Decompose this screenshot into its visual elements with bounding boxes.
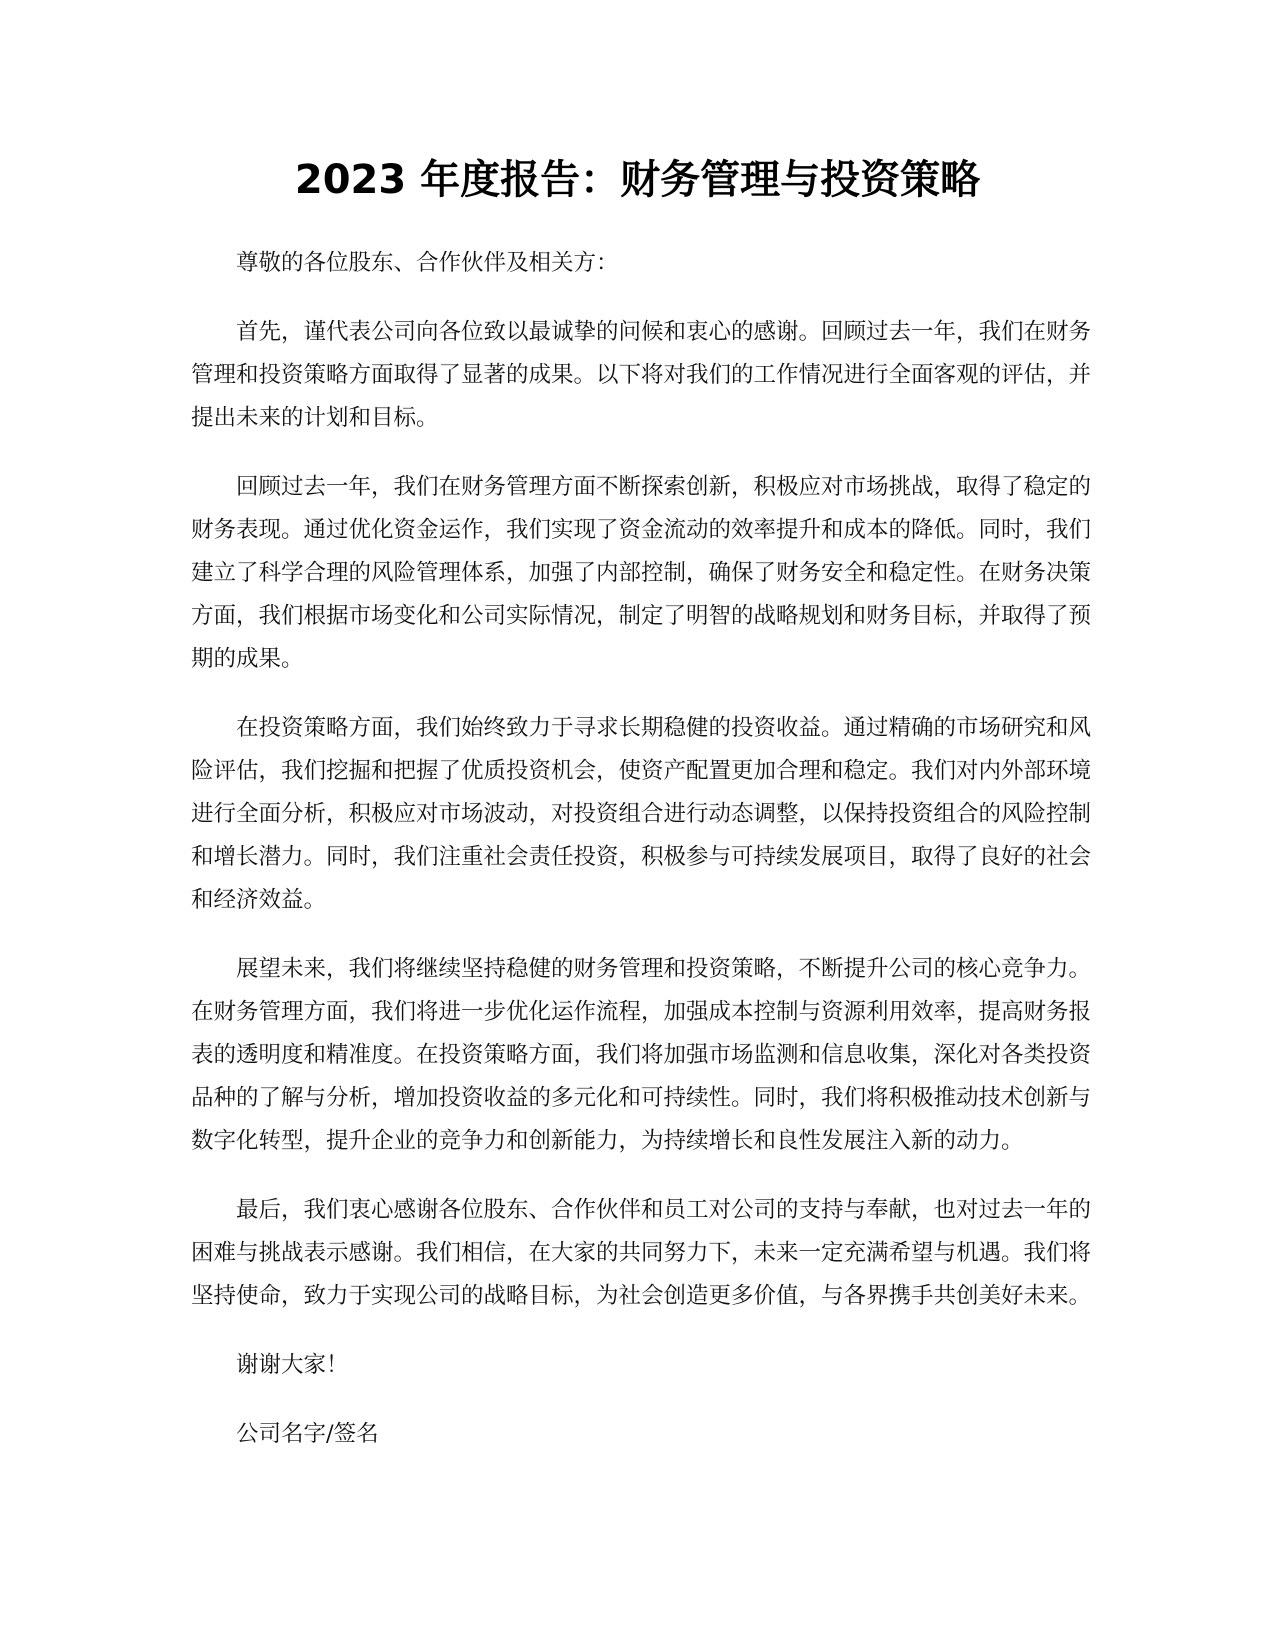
document-body [191, 242, 1091, 1482]
paragraph-thanks: 最后，我们衷心感谢各位股东、合作伙伴和员工对公司的支持与奉献，也对过去一年的困难与挑战表示感谢。我们相信，在大家的共同努力下，未来一定充满希望与机遇。我们将坚持使命，致力于实现公司的战略目标，为社会创造更多价值，与各界携手共创美好未来。 [191, 1197, 1092, 1309]
paragraph-financial-management: 回顾过去一年，我们在财务管理方面不断探索创新，积极应对市场挑战，取得了稳定的财务表现。通过优化资金运作，我们实现了资金流动的效率提升和成本的降低。同时，我们建立了科学合理的风险管理体系，加强了内部控制，确保了财务安全和稳定性。在财务决策方面，我们根据市场变化和公司实际情况，制定了明智的战略规划和财务目标，并取得了预期的成果。 [191, 474, 1092, 672]
paragraph-investment-strategy: 在投资策略方面，我们始终致力于寻求长期稳健的投资收益。通过精确的市场研究和风险评估，我们挖掘和把握了优质投资机会，使资产配置更加合理和稳定。我们对内外部环境进行全面分析，积极应对市场波动，对投资组合进行动态调整，以保持投资组合的风险控制和增长潜力。同时，我们注重社会责任投资，积极参与可持续发展项目，取得了良好的社会和经济效益。 [191, 715, 1092, 913]
salutation: 尊敬的各位股东、合作伙伴及相关方： [236, 250, 619, 276]
signature: 公司名字/签名 [236, 1421, 379, 1447]
closing: 谢谢大家！ [236, 1352, 349, 1378]
document-title: 2023 年度报告：财务管理与投资策略 [294, 157, 981, 203]
paragraph-intro: 首先，谨代表公司向各位致以最诚挚的问候和衷心的感谢。回顾过去一年，我们在财务管理和投资策略方面取得了显著的成果。以下将对我们的工作情况进行全面客观的评估，并提出未来的计划和目标。 [191, 319, 1092, 431]
paragraph-outlook: 展望未来，我们将继续坚持稳健的财务管理和投资策略，不断提升公司的核心竞争力。在财务管理方面，我们将进一步优化运作流程，加强成本控制与资源利用效率，提高财务报表的透明度和精准度。在投资策略方面，我们将加强市场监测和信息收集，深化对各类投资品种的了解与分析，增加投资收益的多元化和可持续性。同时，我们将积极推动技术创新与数字化转型，提升企业的竞争力和创新能力，为持续增长和良性发展注入新的动力。 [191, 956, 1092, 1154]
